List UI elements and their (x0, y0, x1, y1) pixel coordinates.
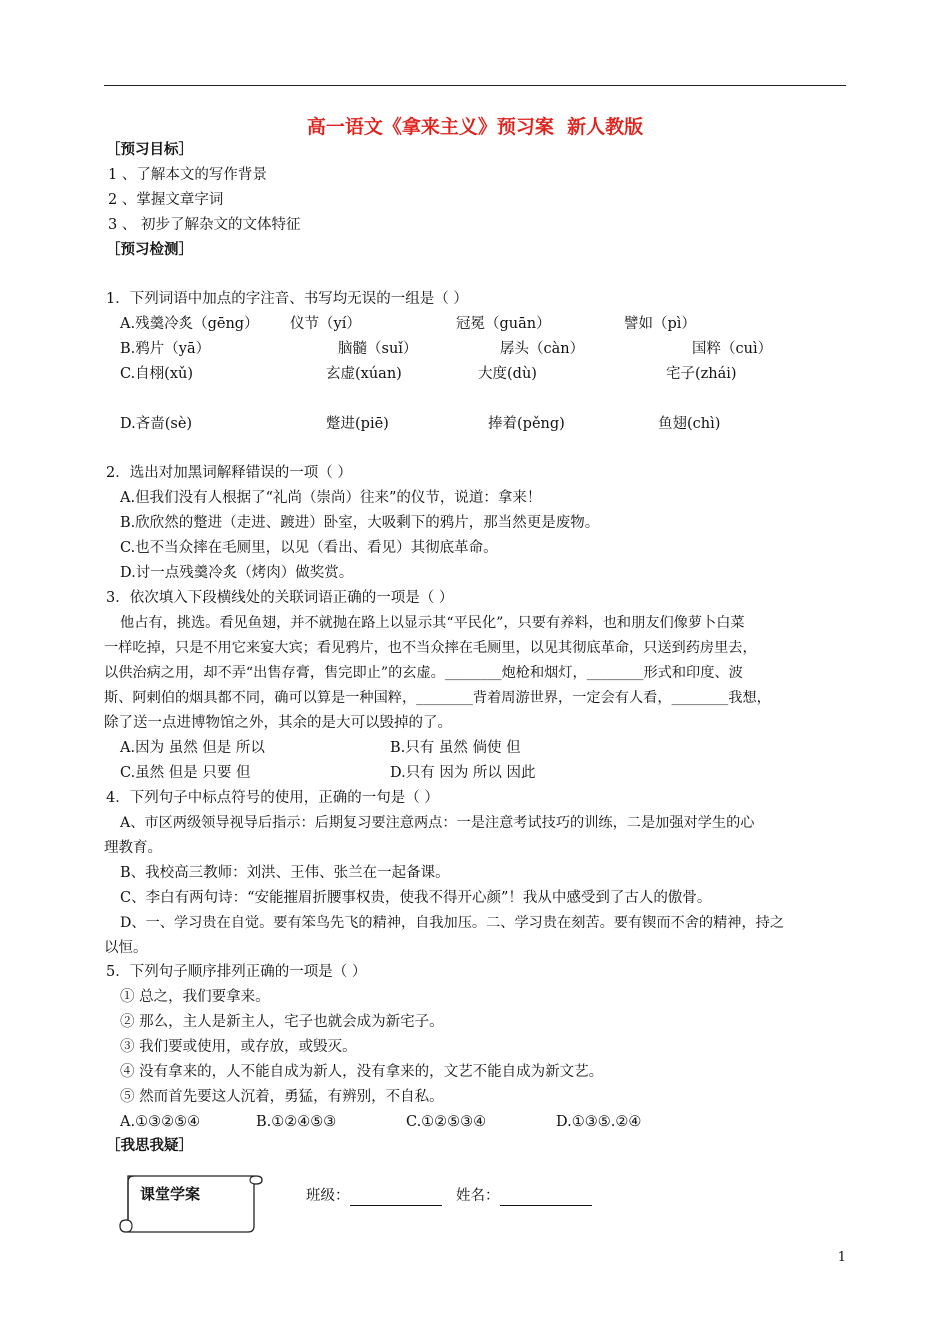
class-field (306, 1186, 442, 1206)
q5-option-a: A.①③②⑤④ (120, 1114, 201, 1130)
check-header: ［预习检测］ (106, 242, 193, 258)
q1-d-2: 蹩进(piē) (326, 416, 389, 432)
q1-a-2: 仪节（yí） (290, 316, 361, 332)
scroll-label: 课堂学案 (140, 1185, 201, 1203)
q3-option-b: B.只有 虽然 倘使 但 (390, 740, 521, 756)
q4-line: D、一、学习贵在自觉。要有笨鸟先飞的精神，自我加压。二、学习贵在刻苦。要有锲而不舍的精神，持之 (120, 915, 785, 931)
q3-passage-line: 一样吃掉，只是不用它来宴大宾；看见鸦片，也不当众摔在毛厕里，以见其彻底革命，只送到药房里去， (104, 640, 757, 656)
name-label: 姓名： (456, 1188, 500, 1204)
q5-option-c: C.①②⑤③④ (406, 1114, 487, 1130)
q1-c-1: C.自栩(xǔ) (120, 366, 194, 382)
q1-d-3: 捧着(pěng) (488, 416, 565, 432)
q2-option: D.讨一点残羹冷炙（烤肉）做奖赏。 (120, 565, 354, 581)
q5-option-d: D.①③⑤.②④ (556, 1114, 642, 1130)
name-field (456, 1186, 592, 1206)
q1-c-4: 宅子(zhái) (666, 366, 737, 382)
q2-option: C.也不当众摔在毛厕里，以见（看出、看见）其彻底革命。 (120, 540, 498, 556)
q1-a-1: A.残羹冷炙（gēng） (120, 316, 259, 332)
q3-passage-line: 除了送一点进博物馆之外，其余的是大可以毁掉的了。 (104, 715, 452, 731)
q3-passage-line: 他占有，挑选。看见鱼翅，并不就抛在路上以显示其“平民化”，只要有养料，也和朋友们像萝卜白菜 (120, 615, 745, 631)
name-blank (500, 1189, 592, 1206)
q4-line: A、市区两级领导视导后指示：后期复习要注意两点：一是注意考试技巧的训练，二是加强对学生的心 (120, 815, 755, 831)
q3-option-a: A.因为 虽然 但是 所以 (120, 740, 265, 756)
q1-a-3: 冠冕（guān） (456, 316, 551, 332)
page-title: 高一语文《拿来主义》预习案 新人教版 (306, 116, 644, 138)
q1-c-2: 玄虚(xúan) (326, 366, 402, 382)
goal-item: 2 、掌握文章字词 (108, 192, 224, 208)
q3-passage-line: 以供治病之用，却不弄“出售存膏，售完即止”的玄虚。________炮枪和烟灯，________形式和印度、波 (104, 665, 743, 681)
q4-line: C、李白有两句诗：“安能摧眉折腰事权贵，使我不得开心颜”！我从中感受到了古人的傲骨。 (120, 890, 712, 906)
q2-option: A.但我们没有人根据了“礼尚（崇尚）往来”的仪节，说道：拿来！ (120, 490, 542, 506)
goals-header: ［预习目标］ (106, 142, 193, 158)
q2-stem: 2．选出对加黑词解释错误的一项（ ） (106, 465, 352, 481)
q1-b-2: 脑髓（suǐ） (338, 341, 418, 357)
q3-option-c: C.虽然 但是 只要 但 (120, 765, 251, 781)
q5-sentence: ② 那么，主人是新主人，宅子也就会成为新宅子。 (120, 1014, 444, 1030)
goal-item: 1 、了解本文的写作背景 (108, 167, 267, 183)
header-rule (104, 85, 846, 86)
q5-stem: 5．下列句子顺序排列正确的一项是（ ） (106, 964, 367, 980)
q1-stem: 1．下列词语中加点的字注音、书写均无误的一组是（ ） (106, 291, 468, 307)
q3-stem: 3．依次填入下段横线处的关联词语正确的一项是（ ） (106, 590, 454, 606)
goal-item: 3 、 初步了解杂文的文体特征 (108, 217, 301, 233)
q5-sentence: ④ 没有拿来的，人不能自成为新人，没有拿来的，文艺不能自成为新文艺。 (120, 1064, 604, 1080)
q2-option: B.欣欣然的蹩进（走进、踱进）卧室，大吸剩下的鸦片，那当然更是废物。 (120, 515, 600, 531)
q1-d-1: D.吝啬(sè) (120, 416, 193, 432)
class-blank (350, 1189, 442, 1206)
q1-d-4: 鱼翅(chì) (658, 416, 721, 432)
q5-option-b: B.①②④⑤③ (256, 1114, 337, 1130)
q4-stem: 4．下列句子中标点符号的使用，正确的一句是（ ） (106, 790, 439, 806)
q1-b-4: 国粹（cuì） (692, 341, 773, 357)
page-number: 1 (837, 1250, 846, 1265)
q5-sentence: ③ 我们要或使用，或存放，或毁灭。 (120, 1039, 357, 1055)
q1-c-3: 大度(dù) (478, 366, 537, 382)
q4-line: 理教育。 (104, 840, 162, 856)
q4-line: B、我校高三教师：刘洪、王伟、张兰在一起备课。 (120, 865, 450, 881)
q3-passage-line: 斯、阿剌伯的烟具都不同，确可以算是一种国粹，________背着周游世界，一定会有人看，________我想， (104, 690, 771, 706)
q5-sentence: ① 总之，我们要拿来。 (120, 989, 270, 1005)
class-label: 班级： (306, 1188, 350, 1204)
q1-b-3: 孱头（càn） (500, 341, 585, 357)
q1-b-1: B.鸦片（yā） (120, 341, 211, 357)
q3-option-d: D.只有 因为 所以 因此 (390, 765, 536, 781)
q1-a-4: 譬如（pì） (624, 316, 696, 332)
think-header: ［我思我疑］ (106, 1138, 193, 1154)
scroll-banner (118, 1170, 264, 1234)
q5-sentence: ⑤ 然而首先要这人沉着，勇猛，有辨别，不自私。 (120, 1089, 444, 1105)
q4-line: 以恒。 (104, 940, 148, 956)
